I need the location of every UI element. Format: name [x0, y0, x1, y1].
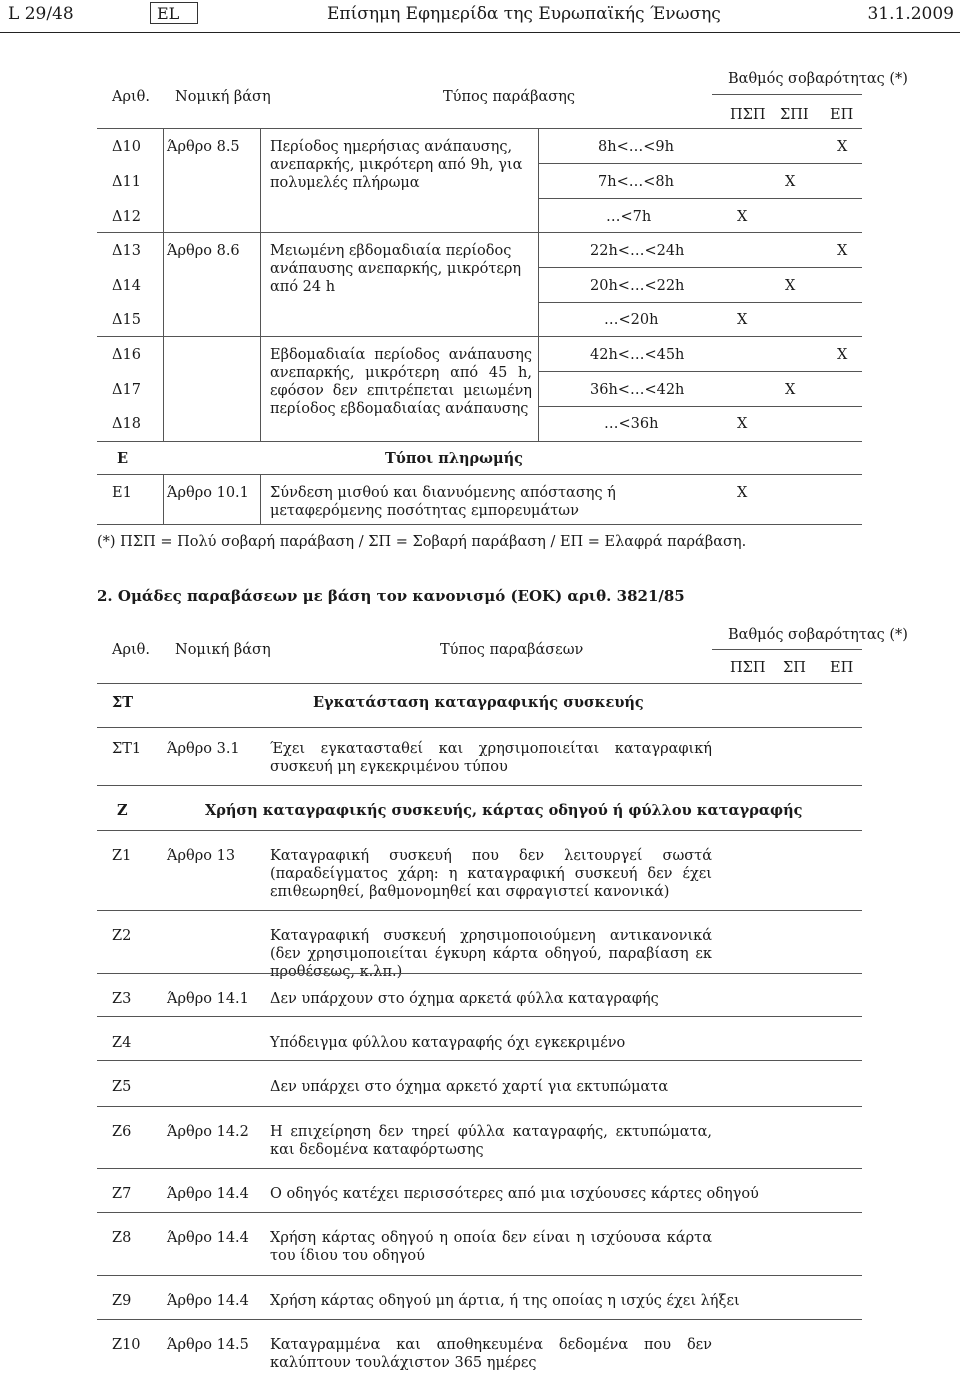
- violation-desc: Εβδομαδιαία περίοδος ανάπαυσης ανεπαρκής, μικρότερη από 45 h, εφόσον δεν επιτρέπεται μειωμένη περίοδος εβδομαδιαίας ανάπαυσης: [270, 347, 532, 417]
- row-rule: [97, 1319, 862, 1320]
- col-number: Αριθ.: [112, 89, 151, 105]
- mark-ep: X: [837, 139, 848, 155]
- col-legal-basis: Νομική βάση: [175, 89, 271, 105]
- col-legal-basis: Νομική βάση: [175, 642, 271, 658]
- row-rule: [538, 267, 862, 268]
- mark-psp: X: [737, 209, 748, 225]
- mark-psp: X: [737, 485, 748, 501]
- row-rule: [97, 727, 862, 728]
- violation-desc: Σύνδεση μισθού και διανυόμενης απόστασης ή μεταφερόμενης ποσότητας εμπορευμάτων: [270, 485, 616, 519]
- range-value: 36h<…<42h: [590, 382, 685, 398]
- footnote: (*) ΠΣΠ = Πολύ σοβαρή παράβαση / ΣΠ = Σοβαρή παράβαση / ΕΠ = Ελαφρά παράβαση.: [97, 534, 747, 550]
- legal-basis: Άρθρο 14.4: [167, 1186, 249, 1202]
- row-rule: [538, 198, 862, 199]
- row-rule: [97, 1016, 862, 1017]
- row-number: Δ17: [112, 382, 141, 398]
- col-psp: ΠΣΠ: [730, 107, 766, 123]
- mark-ep: X: [837, 347, 848, 363]
- violation-desc: Η επιχείρηση δεν τηρεί φύλλα καταγραφής, εκτυπώματα, και δεδομένα καταφόρτωσης: [270, 1124, 712, 1158]
- row-number: Δ14: [112, 278, 141, 294]
- row-rule: [97, 1060, 862, 1061]
- mark-ep: X: [837, 243, 848, 259]
- row-number: ΣΤ1: [112, 741, 142, 757]
- row-rule: [97, 441, 862, 442]
- row-rule: [97, 785, 862, 786]
- row-number: Ζ10: [112, 1337, 141, 1353]
- row-rule: [538, 163, 862, 164]
- row-number: Δ11: [112, 174, 141, 190]
- row-number: Δ12: [112, 209, 141, 225]
- violation-desc: Χρήση κάρτας οδηγού μη άρτια, ή της οποίας η ισχύς έχει λήξει: [270, 1293, 740, 1309]
- row-rule: [97, 474, 862, 475]
- header-bottom-rule: [97, 128, 862, 129]
- row-number: Δ10: [112, 139, 141, 155]
- violation-desc: Καταγραφική συσκευή που δεν λειτουργεί σωστά (παραδείγματος χάρη: η καταγραφική συσκευή δεν έχει επιθεωρηθεί, βαθμονομηθεί και σφραγιστεί κανονικά): [270, 848, 712, 900]
- col-sep: [538, 128, 539, 441]
- row-rule: [97, 524, 862, 525]
- violation-desc: Δεν υπάρχουν στο όχημα αρκετά φύλλα καταγραφής: [270, 991, 659, 1007]
- range-value: …<7h: [606, 209, 652, 225]
- row-rule: [97, 1106, 862, 1107]
- row-number: Δ18: [112, 416, 141, 432]
- range-value: 8h<…<9h: [598, 139, 674, 155]
- row-number: Ζ4: [112, 1035, 132, 1051]
- row-number: Δ16: [112, 347, 141, 363]
- group-code: ΣΤ: [112, 694, 134, 711]
- col-sep: [260, 474, 261, 524]
- col-number: Αριθ.: [112, 642, 151, 658]
- legal-basis: Άρθρο 8.5: [167, 139, 240, 155]
- page-number: L 29/48: [8, 4, 74, 24]
- group-code: Ε: [117, 450, 129, 467]
- range-value: 42h<…<45h: [590, 347, 685, 363]
- violation-desc: Υπόδειγμα φύλλου καταγραφής όχι εγκεκριμένο: [270, 1035, 626, 1051]
- violation-desc: Ο οδηγός κατέχει περισσότερες από μια ισχύουσες κάρτες οδηγού: [270, 1186, 759, 1202]
- range-value: 7h<…<8h: [598, 174, 674, 190]
- mark-psp: X: [737, 416, 748, 432]
- violation-desc: Έχει εγκατασταθεί και χρησιμοποιείται καταγραφική συσκευή μη εγκεκριμένου τύπου: [270, 741, 712, 775]
- row-rule: [97, 830, 862, 831]
- legal-basis: Άρθρο 14.2: [167, 1124, 249, 1140]
- row-number: Ζ7: [112, 1186, 132, 1202]
- section-heading: 2. Ομάδες παραβάσεων με βάση τον κανονισμό (ΕΟΚ) αριθ. 3821/85: [97, 587, 685, 605]
- col-sp: ΣΠ: [783, 660, 806, 676]
- row-number: Ζ1: [112, 848, 132, 864]
- row-number: Ζ8: [112, 1230, 132, 1246]
- group-title: Τύποι πληρωμής: [385, 450, 523, 467]
- range-value: 22h<…<24h: [590, 243, 685, 259]
- legal-basis: Άρθρο 13: [167, 848, 236, 864]
- mark-sp: X: [785, 278, 796, 294]
- mark-sp: X: [785, 382, 796, 398]
- row-rule: [97, 232, 862, 233]
- row-rule: [97, 1212, 862, 1213]
- legal-basis: Άρθρο 14.1: [167, 991, 249, 1007]
- row-number: Ζ6: [112, 1124, 132, 1140]
- range-value: …<36h: [604, 416, 659, 432]
- legal-basis: Άρθρο 14.4: [167, 1230, 249, 1246]
- language-box: EL: [150, 2, 198, 24]
- journal-title: Επίσημη Εφημερίδα της Ευρωπαϊκής Ένωσης: [327, 4, 721, 24]
- row-rule: [97, 1168, 862, 1169]
- col-severity: Βαθμός σοβαρότητας (*): [728, 627, 908, 643]
- row-rule: [538, 302, 862, 303]
- legal-basis: Άρθρο 14.5: [167, 1337, 249, 1353]
- violation-desc: Χρήση κάρτας οδηγού η οποία δεν είναι η ισχύουσα κάρτα του ίδιου του οδηγού: [270, 1230, 712, 1264]
- row-number: Ζ3: [112, 991, 132, 1007]
- legal-basis: Άρθρο 8.6: [167, 243, 240, 259]
- row-rule: [538, 371, 862, 372]
- row-number: Ε1: [112, 485, 132, 501]
- col-severity: Βαθμός σοβαρότητας (*): [728, 71, 908, 87]
- row-number: Δ15: [112, 312, 141, 328]
- col-sep: [260, 128, 261, 441]
- col-violation-type: Τύπος παραβάσεων: [440, 642, 584, 658]
- range-value: 20h<…<22h: [590, 278, 685, 294]
- row-rule: [97, 910, 862, 911]
- mark-sp: X: [785, 174, 796, 190]
- legal-basis: Άρθρο 3.1: [167, 741, 240, 757]
- row-number: Δ13: [112, 243, 141, 259]
- col-ep: ΕΠ: [830, 660, 854, 676]
- header-rule: [0, 32, 960, 33]
- group-title: Εγκατάσταση καταγραφικής συσκευής: [313, 694, 644, 711]
- row-rule: [538, 406, 862, 407]
- violation-desc: Μειωμένη εβδομαδιαία περίοδος ανάπαυσης ανεπαρκής, μικρότερη από 24 h: [270, 243, 522, 295]
- violation-desc: Δεν υπάρχει στο όχημα αρκετό χαρτί για εκτυπώματα: [270, 1079, 669, 1095]
- row-rule: [97, 336, 862, 337]
- col-ep: ΕΠ: [830, 107, 854, 123]
- col-psp: ΠΣΠ: [730, 660, 766, 676]
- row-number: Ζ5: [112, 1079, 132, 1095]
- col-violation-type: Τύπος παράβασης: [443, 89, 575, 105]
- mark-psp: X: [737, 312, 748, 328]
- header-bottom-rule: [97, 683, 862, 684]
- row-rule: [97, 973, 862, 974]
- violation-desc: Περίοδος ημερήσιας ανάπαυσης, ανεπαρκής, μικρότερη από 9h, για πολυμελές πλήρωμα: [270, 139, 523, 191]
- range-value: …<20h: [604, 312, 659, 328]
- violation-desc: Καταγραφική συσκευή χρησιμοποιούμενη αντικανονικά (δεν χρησιμοποιείται έγκυρη κάρτα οδηγού, παραβίαση εκ προθέσεως, κ.λπ.): [270, 928, 712, 980]
- row-number: Ζ2: [112, 928, 132, 944]
- severity-rule: [712, 94, 862, 95]
- group-code: Ζ: [117, 802, 128, 819]
- legal-basis: Άρθρο 10.1: [167, 485, 249, 501]
- publication-date: 31.1.2009: [867, 4, 954, 24]
- legal-basis: Άρθρο 14.4: [167, 1293, 249, 1309]
- col-sep: [163, 128, 164, 441]
- violation-desc: Καταγραμμένα και αποθηκευμένα δεδομένα που δεν καλύπτουν τουλάχιστον 365 ημέρες: [270, 1337, 712, 1371]
- row-rule: [97, 1275, 862, 1276]
- col-spi: ΣΠΙ: [780, 107, 809, 123]
- group-title: Χρήση καταγραφικής συσκευής, κάρτας οδηγού ή φύλλου καταγραφής: [205, 802, 803, 819]
- row-number: Ζ9: [112, 1293, 132, 1309]
- col-sep: [163, 474, 164, 524]
- page-header: [0, 0, 960, 32]
- severity-rule: [712, 649, 862, 650]
